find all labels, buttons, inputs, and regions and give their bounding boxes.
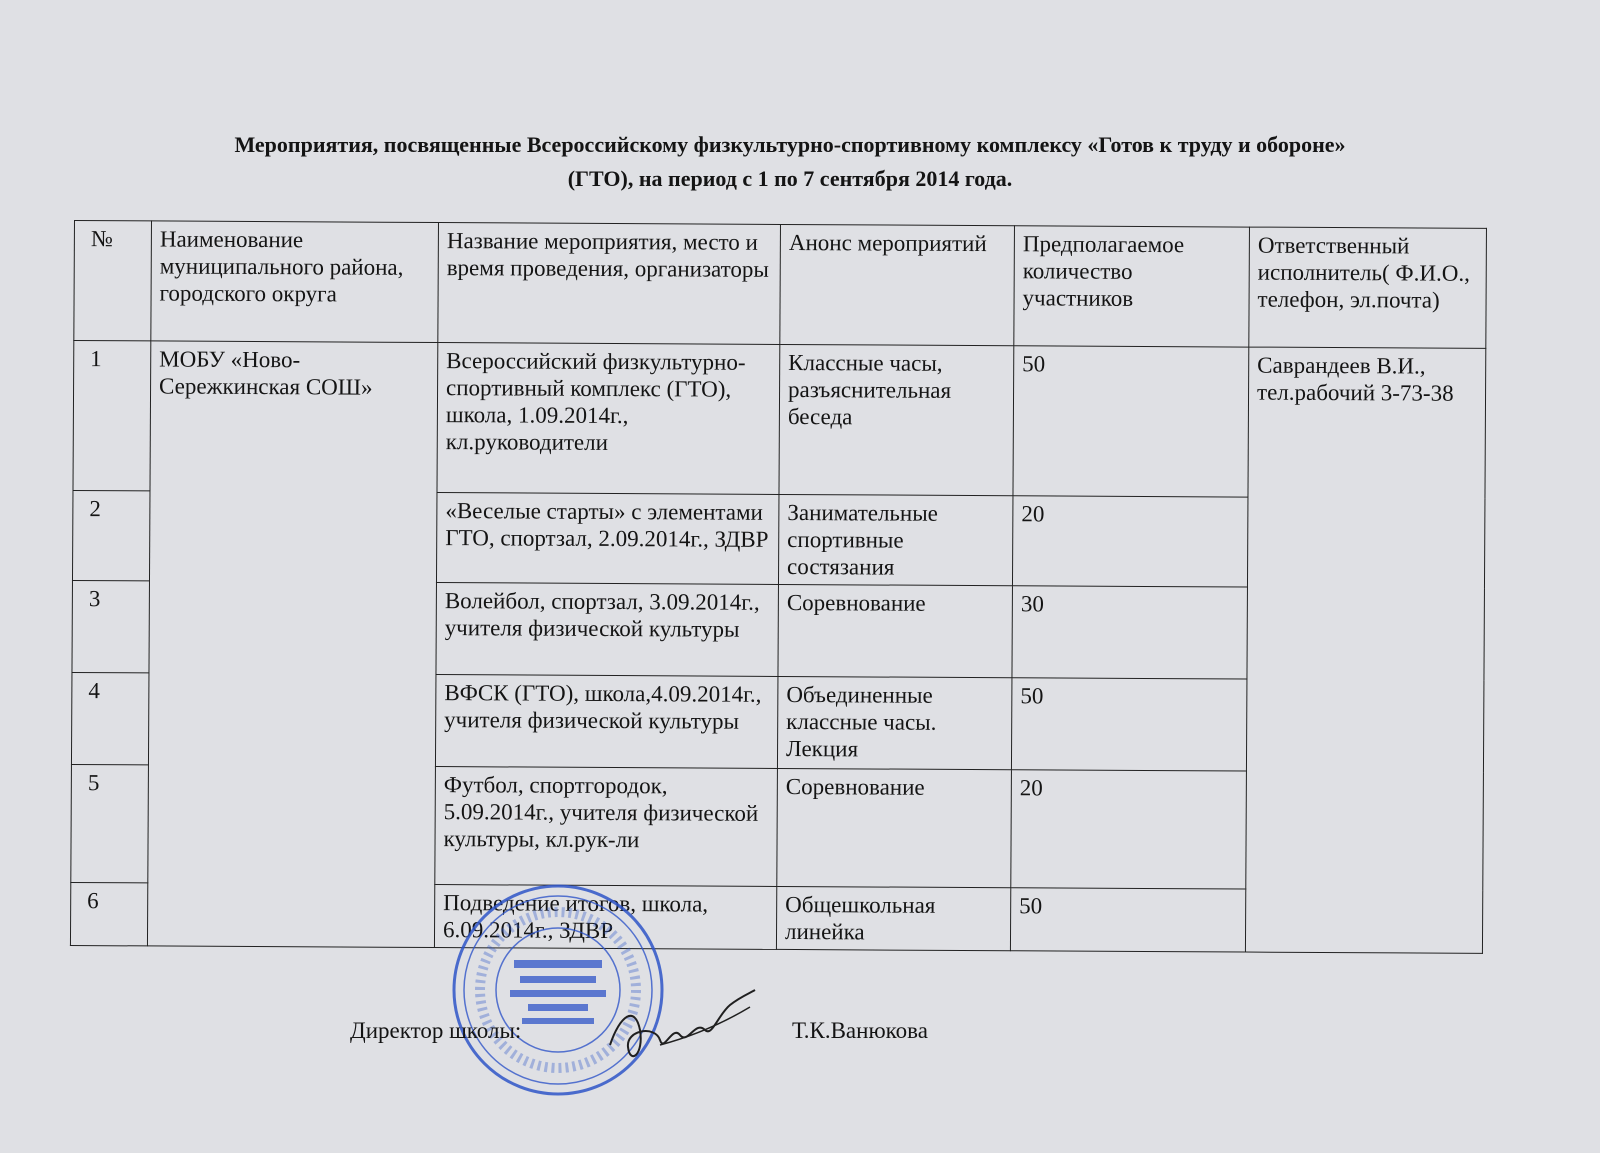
- cell-num: 1: [73, 341, 151, 491]
- cell-participants: 20: [1011, 770, 1247, 889]
- cell-participants: 50: [1010, 888, 1245, 952]
- table-row: [73, 341, 1486, 499]
- cell-num: 3: [72, 580, 150, 672]
- cell-responsible: Саврандеев В.И., тел.рабочий 3-73-38: [1245, 347, 1485, 953]
- cell-event: ВФСК (ГТО), школа,4.09.2014г., учителя физической культуры: [435, 675, 778, 769]
- cell-num: 4: [71, 672, 149, 764]
- cell-participants: 30: [1012, 586, 1248, 679]
- cell-participants: 50: [1013, 346, 1249, 497]
- events-table: [70, 220, 1487, 954]
- director-signature-icon: [600, 985, 760, 1075]
- director-name: Т.К.Ванюкова: [792, 1018, 928, 1043]
- cell-event: Волейбол, спортзал, 3.09.2014г., учителя физической культуры: [436, 583, 779, 677]
- cell-announce: Классные часы, разъяснительная беседа: [779, 344, 1014, 495]
- cell-num: 6: [70, 882, 147, 945]
- header-num: №: [74, 221, 152, 341]
- header-announce: Анонс мероприятий: [780, 224, 1015, 345]
- cell-announce: Общешкольная линейка: [776, 886, 1010, 950]
- header-district: Наименование муниципального района, городского округа: [151, 221, 439, 343]
- table-header-row: [74, 221, 1487, 349]
- director-position: Директор школы:: [350, 1018, 522, 1043]
- cell-announce: Соревнование: [778, 584, 1013, 677]
- document-title: [90, 128, 1490, 196]
- header-responsible: Ответственный исполнитель( Ф.И.О., телефон, эл.почта): [1249, 227, 1487, 348]
- cell-event: Футбол, спортгородок, 5.09.2014г., учителя физической культуры, кл.рук-ли: [435, 767, 778, 887]
- cell-participants: 20: [1012, 496, 1247, 587]
- cell-num: 5: [71, 764, 149, 882]
- cell-participants: 50: [1011, 678, 1247, 771]
- cell-announce: Соревнование: [777, 768, 1012, 887]
- cell-num: 2: [72, 490, 150, 580]
- cell-event: Всероссийский физкультурно-спортивный комплекс (ГТО), школа, 1.09.2014г., кл.руководители: [437, 343, 780, 495]
- title-line-2: (ГТО), на период с 1 по 7 сентября 2014 года.: [567, 166, 1013, 191]
- cell-district: МОБУ «Ново-Сережкинская СОШ»: [147, 341, 437, 948]
- cell-event: Подведение итогов, школа, 6.09.2014г., ЗДВР: [434, 885, 776, 950]
- header-event: Название мероприятия, место и время проведения, организаторы: [438, 223, 781, 345]
- cell-event: «Веселые старты» с элементами ГТО, спортзал, 2.09.2014г., ЗДВР: [436, 493, 778, 585]
- title-line-1: Мероприятия, посвященные Всероссийскому физкультурно-спортивному комплексу «Готов к труду и обороне»: [234, 132, 1346, 157]
- header-participants: Предполагаемое количество участников: [1014, 226, 1250, 347]
- cell-announce: Занимательные спортивные состязания: [778, 494, 1012, 585]
- cell-announce: Объединенные классные часы. Лекция: [777, 676, 1012, 769]
